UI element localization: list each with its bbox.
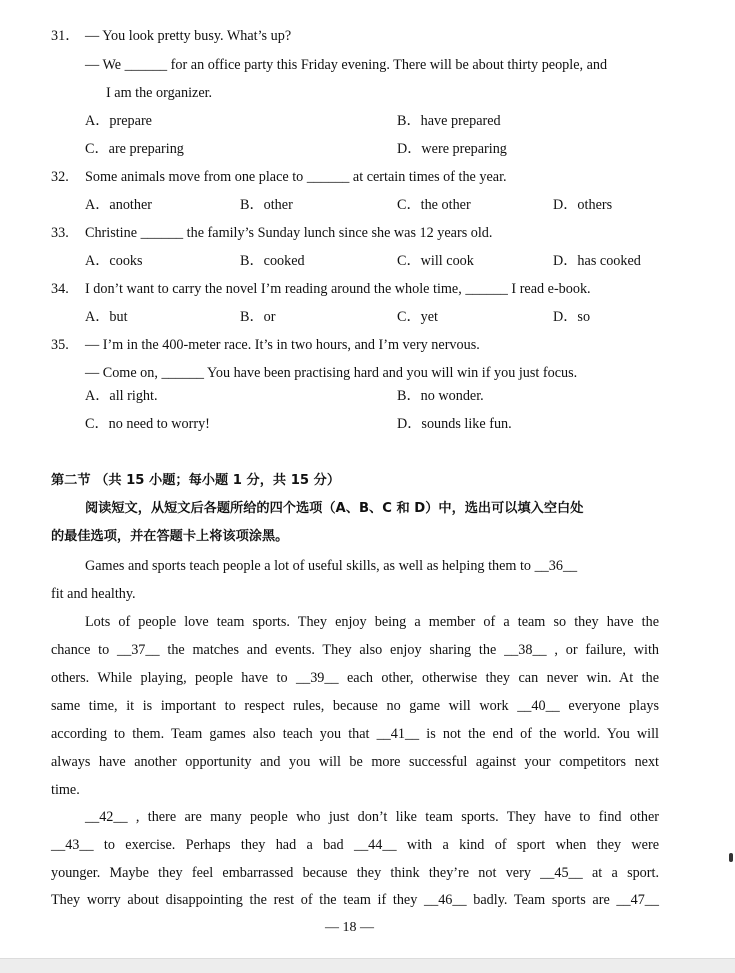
passage-line: Games and sports teach people a lot of useful skills, as well as helping them to __36__ <box>85 558 578 574</box>
q32-option-c: C．the other <box>397 197 471 213</box>
q34-number: 34. <box>51 281 69 297</box>
q33-option-c: C．will cook <box>397 253 474 269</box>
q31-option-d: D．were preparing <box>397 141 507 157</box>
q34-stem: I don’t want to carry the novel I’m reading around the whole time, ______ I read e-book. <box>85 281 591 297</box>
passage-line: always have another opportunity and you will be more successful against your competitors next <box>51 754 659 770</box>
q33-option-a: A．cooks <box>85 253 143 269</box>
q31-number: 31． <box>51 28 80 44</box>
page-number: — 18 — <box>325 920 374 935</box>
q34-option-c: C．yet <box>397 309 438 325</box>
viewer-bottom-band <box>0 958 735 973</box>
q31-stem-line3: I am the organizer. <box>106 85 213 101</box>
q31-option-a: A．prepare <box>85 113 152 129</box>
q31-stem-line1: — You look pretty busy. What’s up? <box>85 28 292 44</box>
q32-option-b: B．other <box>240 197 293 213</box>
q34-option-b: B．or <box>240 309 276 325</box>
q35-number: 35. <box>51 337 69 353</box>
section-instruction-line2: 的最佳选项，并在答题卡上将该项涂黑。 <box>51 529 289 544</box>
q33-stem: Christine ______ the family’s Sunday lunch since she was 12 years old. <box>85 225 493 241</box>
passage-line: same time, it is important to respect rules, because no game will work __40__ everyone plays <box>51 698 659 714</box>
passage-line: according to them. Team games also teach you that __41__ is not the end of the world. You will <box>51 726 659 742</box>
q31-option-b: B．have prepared <box>397 113 501 129</box>
q32-stem: Some animals move from one place to ______ at certain times of the year. <box>85 169 507 185</box>
q31-stem-line2: — We ______ for an office party this Friday evening. There will be about thirty people, and <box>85 57 608 73</box>
passage-line: others. While playing, people have to __39__ each other, otherwise they can never win. At the <box>51 670 659 686</box>
q33-option-d: D．has cooked <box>553 253 641 269</box>
q33-option-b: B．cooked <box>240 253 305 269</box>
passage-line: They worry about disappointing the rest of the team if they __46__ badly. Team sports are __47__ <box>51 892 659 908</box>
section-instruction-line1: 阅读短文，从短文后各题所给的四个选项（A、B、C 和 D）中，选出可以填入空白处 <box>85 501 584 516</box>
passage-line: younger. Maybe they feel embarrassed because they think they’re not very __45__ at a sport. <box>51 865 659 881</box>
q34-option-d: D．so <box>553 309 591 325</box>
q32-option-a: A．another <box>85 197 152 213</box>
q35-stem-line1: — I’m in the 400-meter race. It’s in two hours, and I’m very nervous. <box>85 337 480 353</box>
passage-line: __43__ to exercise. Perhaps they had a bad __44__ with a kind of sport when they were <box>51 837 659 853</box>
passage-line: chance to __37__ the matches and events. They also enjoy sharing the __38__ , or failure, with <box>51 642 659 658</box>
q33-number: 33. <box>51 225 69 241</box>
q32-number: 32. <box>51 169 69 185</box>
q35-option-c: C．no need to worry! <box>85 416 210 432</box>
q35-option-a: A．all right. <box>85 388 158 404</box>
section-heading: 第二节 （共 15 小题；每小题 1 分，共 15 分） <box>51 473 341 488</box>
q35-option-b: B．no wonder. <box>397 388 484 404</box>
passage-line: Lots of people love team sports. They enjoy being a member of a team so they have the <box>85 614 659 630</box>
passage-line: time. <box>51 782 80 798</box>
passage-line: fit and healthy. <box>51 586 136 602</box>
q34-option-a: A．but <box>85 309 128 325</box>
q35-option-d: D．sounds like fun. <box>397 416 512 432</box>
q32-option-d: D．others <box>553 197 613 213</box>
scan-edge-mark <box>729 853 733 862</box>
passage-line: __42__ , there are many people who just don’t like team sports. They have to find other <box>85 809 659 825</box>
q31-option-c: C．are preparing <box>85 141 184 157</box>
q35-stem-line2: — Come on, ______ You have been practising hard and you will win if you just focus. <box>85 365 578 381</box>
